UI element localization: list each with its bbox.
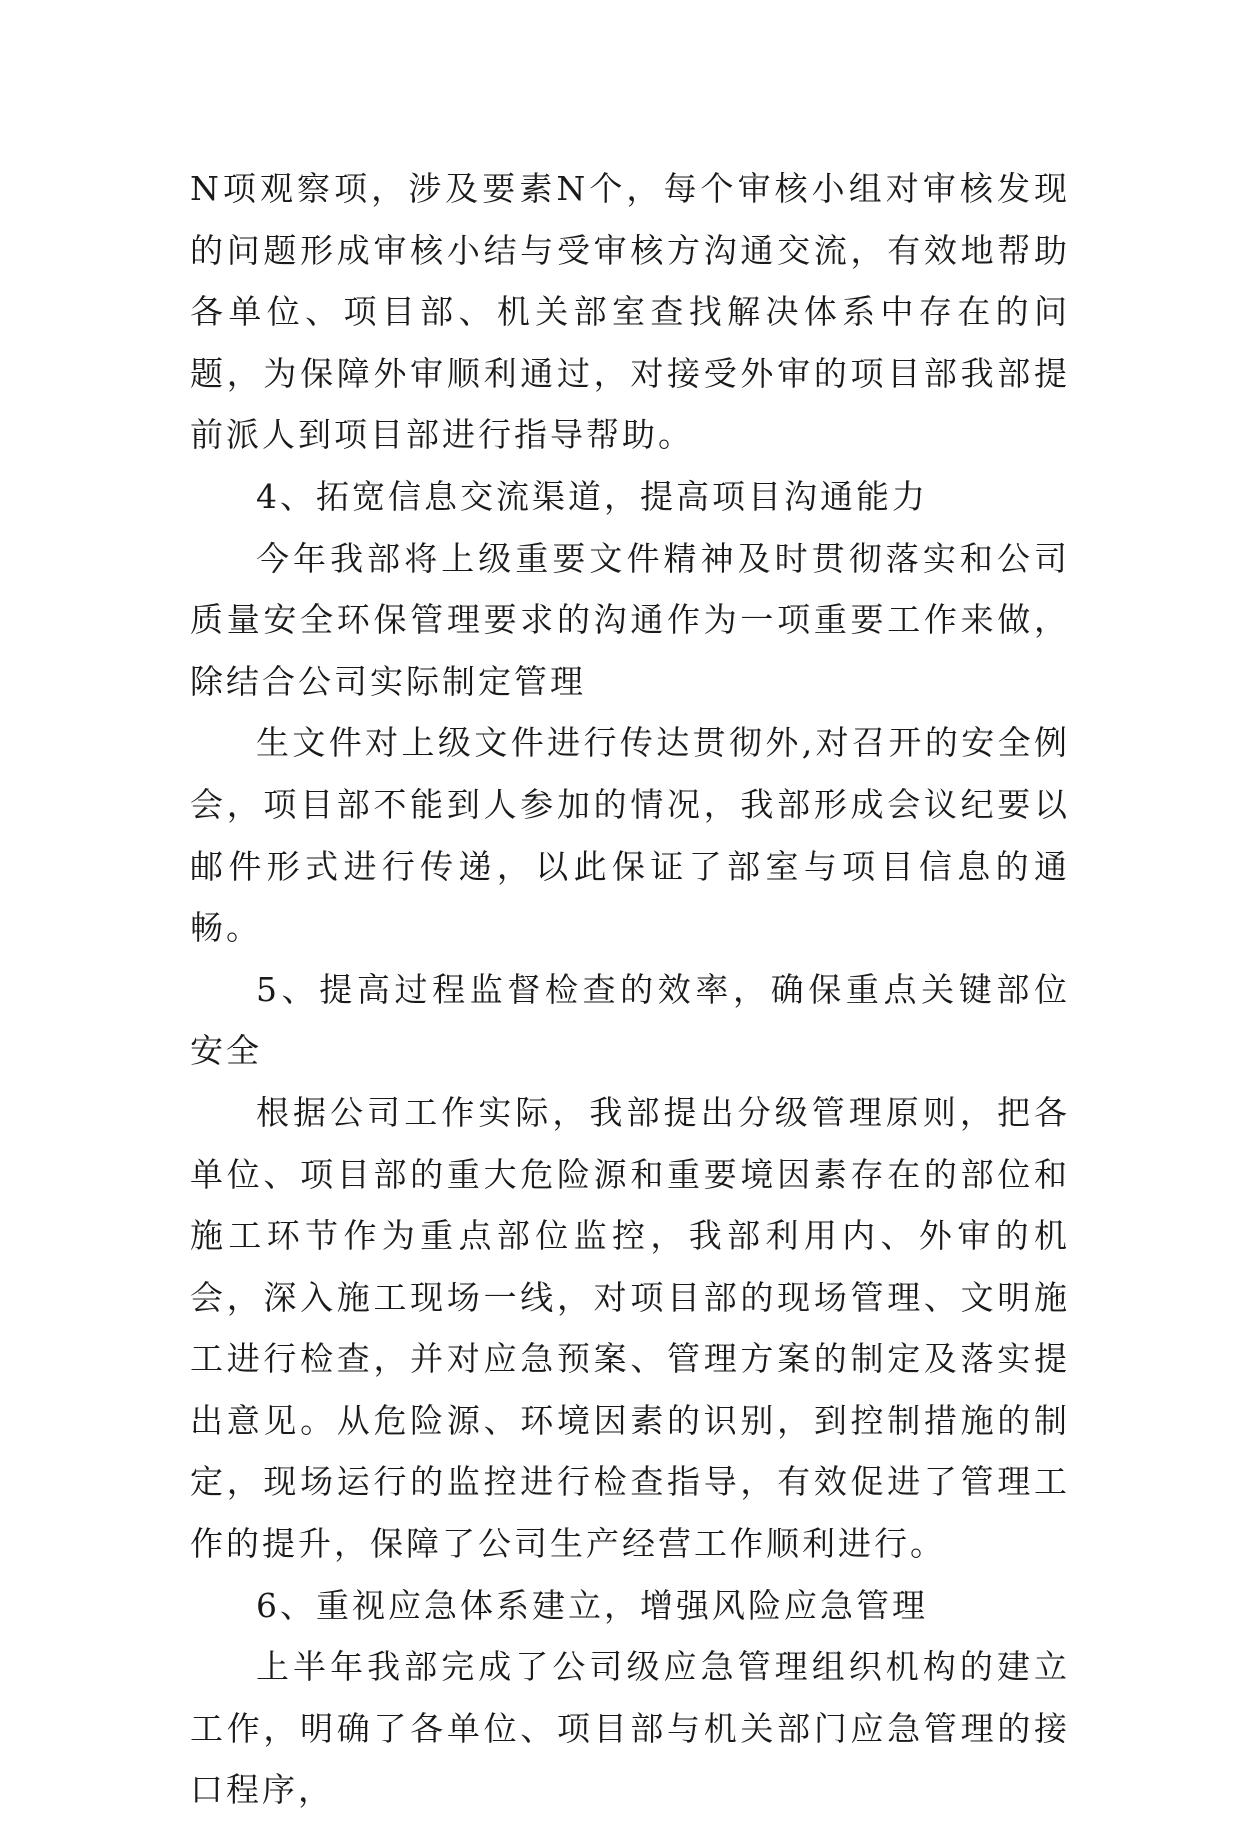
section-heading: 5、提高过程监督检查的效率，确保重点关键部位安全 [190,969,1070,1071]
body-paragraph: N项观察项，涉及要素N个，每个审核小组对审核发现的问题形成审核小结与受审核方沟通交流，有效地帮助各单位、项目部、机关部室查找解决体系中存在的问题，为保障外审顺利通过，对接受外审的项目部我部提前派人到项目部进行指导帮助。 [190,169,1070,455]
section-heading: 6、重视应急体系建立，增强风险应急管理 [256,1585,928,1625]
body-paragraph: 根据公司工作实际，我部提出分级管理原则，把各单位、项目部的重大危险源和重要境因素存在的部位和施工环节作为重点部位监控，我部利用内、外审的机会，深入施工现场一线，对项目部的现场管理、文明施工进行检查，并对应急预案、管理方案的制定及落实提出意见。从危险源、环境因素的识别，到控制措施的制定，现场运行的监控进行检查指导，有效促进了管理工作的提升，保障了公司生产经营工作顺利进行。 [190,1092,1070,1564]
body-paragraph: 生文件对上级文件进行传达贯彻外,对召开的安全例会，项目部不能到人参加的情况，我部形成会议纪要以邮件形式进行传递，以此保证了部室与项目信息的通畅。 [190,723,1070,948]
document-page [190,158,1070,1821]
section-heading: 4、拓宽信息交流渠道，提高项目沟通能力 [256,476,928,516]
body-paragraph: 今年我部将上级重要文件精神及时贯彻落实和公司质量安全环保管理要求的沟通作为一项重要工作来做，除结合公司实际制定管理 [190,538,1070,701]
body-paragraph: 上半年我部完成了公司级应急管理组织机构的建立工作，明确了各单位、项目部与机关部门应急管理的接口程序， [190,1647,1070,1810]
